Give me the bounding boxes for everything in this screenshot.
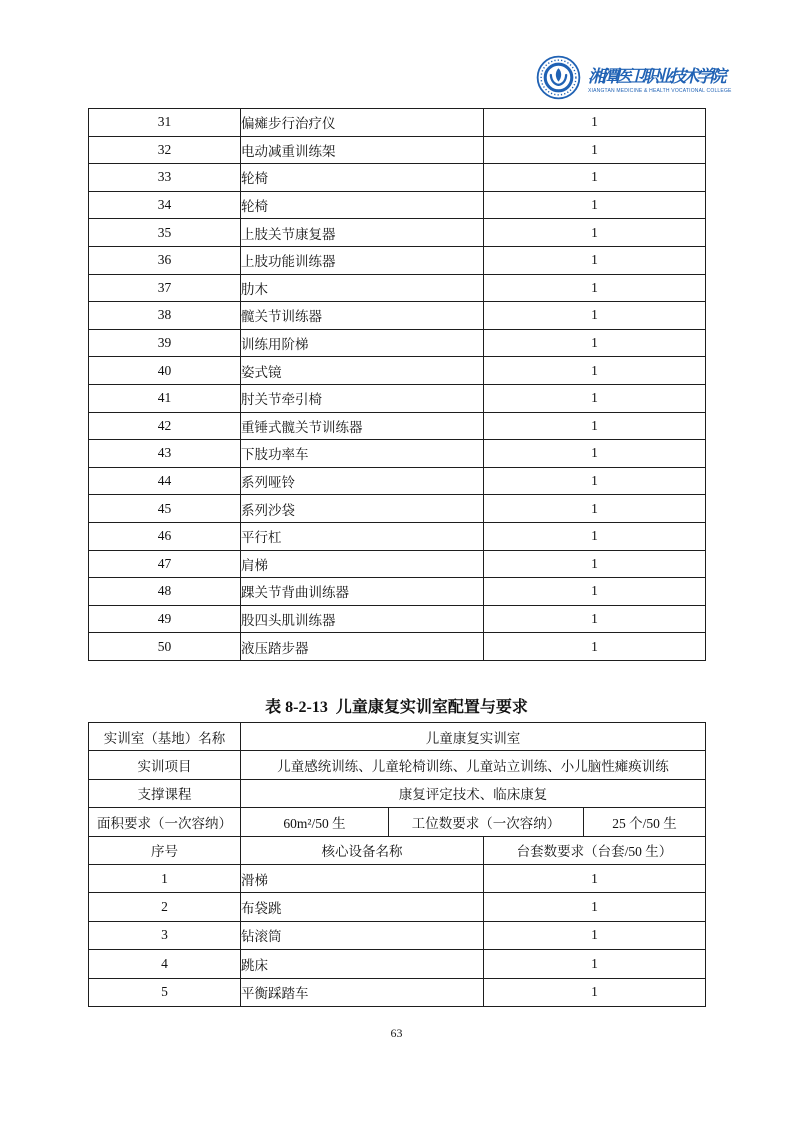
info-row: [89, 751, 706, 779]
quantity-cell: 1: [484, 578, 706, 606]
row-number-cell: 32: [89, 136, 241, 164]
quantity-cell: 1: [484, 978, 706, 1006]
equipment-name-cell: 上肢功能训练器: [241, 246, 484, 274]
row-number-cell: 39: [89, 329, 241, 357]
quantity-cell: 1: [484, 302, 706, 330]
info-value-cell: 儿童感统训练、儿童轮椅训练、儿童站立训练、小儿脑性瘫痪训练: [241, 751, 706, 779]
table-row: [89, 440, 706, 468]
column-header-row: [89, 836, 706, 864]
quantity-cell: 1: [484, 495, 706, 523]
table-row: [89, 136, 706, 164]
quantity-cell: 1: [484, 219, 706, 247]
equipment-name-cell: 跳床: [241, 950, 484, 978]
row-number-cell: 1: [89, 864, 241, 892]
table-row: [89, 978, 706, 1006]
table-row: [89, 550, 706, 578]
quantity-cell: 1: [484, 633, 706, 661]
equipment-name-cell: 上肢关节康复器: [241, 219, 484, 247]
info-label-cell: 支撑课程: [89, 779, 241, 807]
table-row: [89, 329, 706, 357]
row-number-cell: 45: [89, 495, 241, 523]
equipment-name-cell: 偏瘫步行治疗仪: [241, 109, 484, 137]
table-row: [89, 357, 706, 385]
equipment-name-cell: 肘关节牵引椅: [241, 384, 484, 412]
table-row: [89, 412, 706, 440]
quantity-cell: 1: [484, 550, 706, 578]
equipment-name-cell: 肋木: [241, 274, 484, 302]
table-row: [89, 302, 706, 330]
equipment-name-cell: 钻滚筒: [241, 921, 484, 949]
row-number-cell: 31: [89, 109, 241, 137]
header-qty-cell: 台套数要求（台套/50 生）: [484, 836, 706, 864]
equipment-name-cell: 轮椅: [241, 164, 484, 192]
equipment-name-cell: 髋关节训练器: [241, 302, 484, 330]
equipment-name-cell: 下肢功率车: [241, 440, 484, 468]
college-logo: [536, 55, 732, 100]
info-row: [89, 779, 706, 807]
quantity-cell: 1: [484, 136, 706, 164]
table-row: [89, 467, 706, 495]
row-number-cell: 41: [89, 384, 241, 412]
row-number-cell: 2: [89, 893, 241, 921]
equipment-name-cell: 电动减重训练架: [241, 136, 484, 164]
college-logo-text: [588, 62, 732, 94]
table-row: [89, 633, 706, 661]
equipment-name-cell: 系列沙袋: [241, 495, 484, 523]
quantity-cell: 1: [484, 357, 706, 385]
table-row: [89, 578, 706, 606]
table-row: [89, 950, 706, 978]
station-count-value: 25 个/50 生: [584, 808, 706, 836]
quantity-cell: 1: [484, 440, 706, 468]
equipment-name-cell: 平行杠: [241, 522, 484, 550]
equipment-name-cell: 股四头肌训练器: [241, 605, 484, 633]
row-number-cell: 36: [89, 246, 241, 274]
equipment-name-cell: 系列哑铃: [241, 467, 484, 495]
table-row: [89, 384, 706, 412]
row-number-cell: 50: [89, 633, 241, 661]
row-number-cell: 37: [89, 274, 241, 302]
row-number-cell: 4: [89, 950, 241, 978]
table-row: [89, 864, 706, 892]
row-number-cell: 34: [89, 191, 241, 219]
info-value-cell: 儿童康复实训室: [241, 723, 706, 751]
table-row: [89, 109, 706, 137]
equipment-name-cell: 滑梯: [241, 864, 484, 892]
table-row: [89, 605, 706, 633]
row-number-cell: 49: [89, 605, 241, 633]
quantity-cell: 1: [484, 921, 706, 949]
equipment-name-cell: 液压踏步器: [241, 633, 484, 661]
area-requirement-row: [89, 808, 706, 836]
table-row: [89, 893, 706, 921]
row-number-cell: 42: [89, 412, 241, 440]
quantity-cell: 1: [484, 109, 706, 137]
row-number-cell: 43: [89, 440, 241, 468]
quantity-cell: 1: [484, 274, 706, 302]
table-row: [89, 921, 706, 949]
row-number-cell: 44: [89, 467, 241, 495]
equipment-name-cell: 平衡踩踏车: [241, 978, 484, 1006]
quantity-cell: 1: [484, 467, 706, 495]
quantity-cell: 1: [484, 191, 706, 219]
quantity-cell: 1: [484, 893, 706, 921]
station-count-label: 工位数要求（一次容纳）: [389, 808, 584, 836]
quantity-cell: 1: [484, 164, 706, 192]
area-requirement-label: 面积要求（一次容纳）: [89, 808, 241, 836]
row-number-cell: 46: [89, 522, 241, 550]
row-number-cell: 35: [89, 219, 241, 247]
info-value-cell: 康复评定技术、临床康复: [241, 779, 706, 807]
row-number-cell: 48: [89, 578, 241, 606]
table-row: [89, 246, 706, 274]
table-row: [89, 191, 706, 219]
page-number: 63: [390, 1026, 403, 1040]
college-name-english: XIANGTAN MEDICINE & HEALTH VOCATIONAL COLLEGE: [588, 87, 732, 94]
quantity-cell: 1: [484, 950, 706, 978]
quantity-cell: 1: [484, 329, 706, 357]
header-no-cell: 序号: [89, 836, 241, 864]
equipment-name-cell: 姿式镜: [241, 357, 484, 385]
table-title: 表 8-2-13 儿童康复实训室配置与要求: [265, 699, 528, 716]
quantity-cell: 1: [484, 522, 706, 550]
quantity-cell: 1: [484, 246, 706, 274]
area-requirement-value: 60m²/50 生: [241, 808, 389, 836]
equipment-name-cell: 布袋跳: [241, 893, 484, 921]
room-table-body: [89, 723, 706, 1007]
table-row: [89, 274, 706, 302]
equipment-table-body: [89, 109, 706, 661]
table-row: [89, 164, 706, 192]
college-name-chinese: 湘潭医卫职业技术学院: [588, 66, 723, 86]
info-label-cell: 实训项目: [89, 751, 241, 779]
table-row: [89, 522, 706, 550]
equipment-name-cell: 轮椅: [241, 191, 484, 219]
info-row: [89, 723, 706, 751]
row-number-cell: 5: [89, 978, 241, 1006]
quantity-cell: 1: [484, 605, 706, 633]
row-number-cell: 40: [89, 357, 241, 385]
row-number-cell: 33: [89, 164, 241, 192]
info-label-cell: 实训室（基地）名称: [89, 723, 241, 751]
equipment-name-cell: 肩梯: [241, 550, 484, 578]
equipment-name-cell: 训练用阶梯: [241, 329, 484, 357]
table-row: [89, 219, 706, 247]
table-row: [89, 495, 706, 523]
quantity-cell: 1: [484, 412, 706, 440]
header-name-cell: 核心设备名称: [241, 836, 484, 864]
college-emblem-icon: [536, 55, 581, 100]
row-number-cell: 3: [89, 921, 241, 949]
row-number-cell: 47: [89, 550, 241, 578]
equipment-name-cell: 踝关节背曲训练器: [241, 578, 484, 606]
equipment-table-rows-31-50: [88, 108, 706, 661]
row-number-cell: 38: [89, 302, 241, 330]
children-rehab-room-table: [88, 722, 706, 1007]
quantity-cell: 1: [484, 384, 706, 412]
equipment-name-cell: 重锤式髋关节训练器: [241, 412, 484, 440]
quantity-cell: 1: [484, 864, 706, 892]
